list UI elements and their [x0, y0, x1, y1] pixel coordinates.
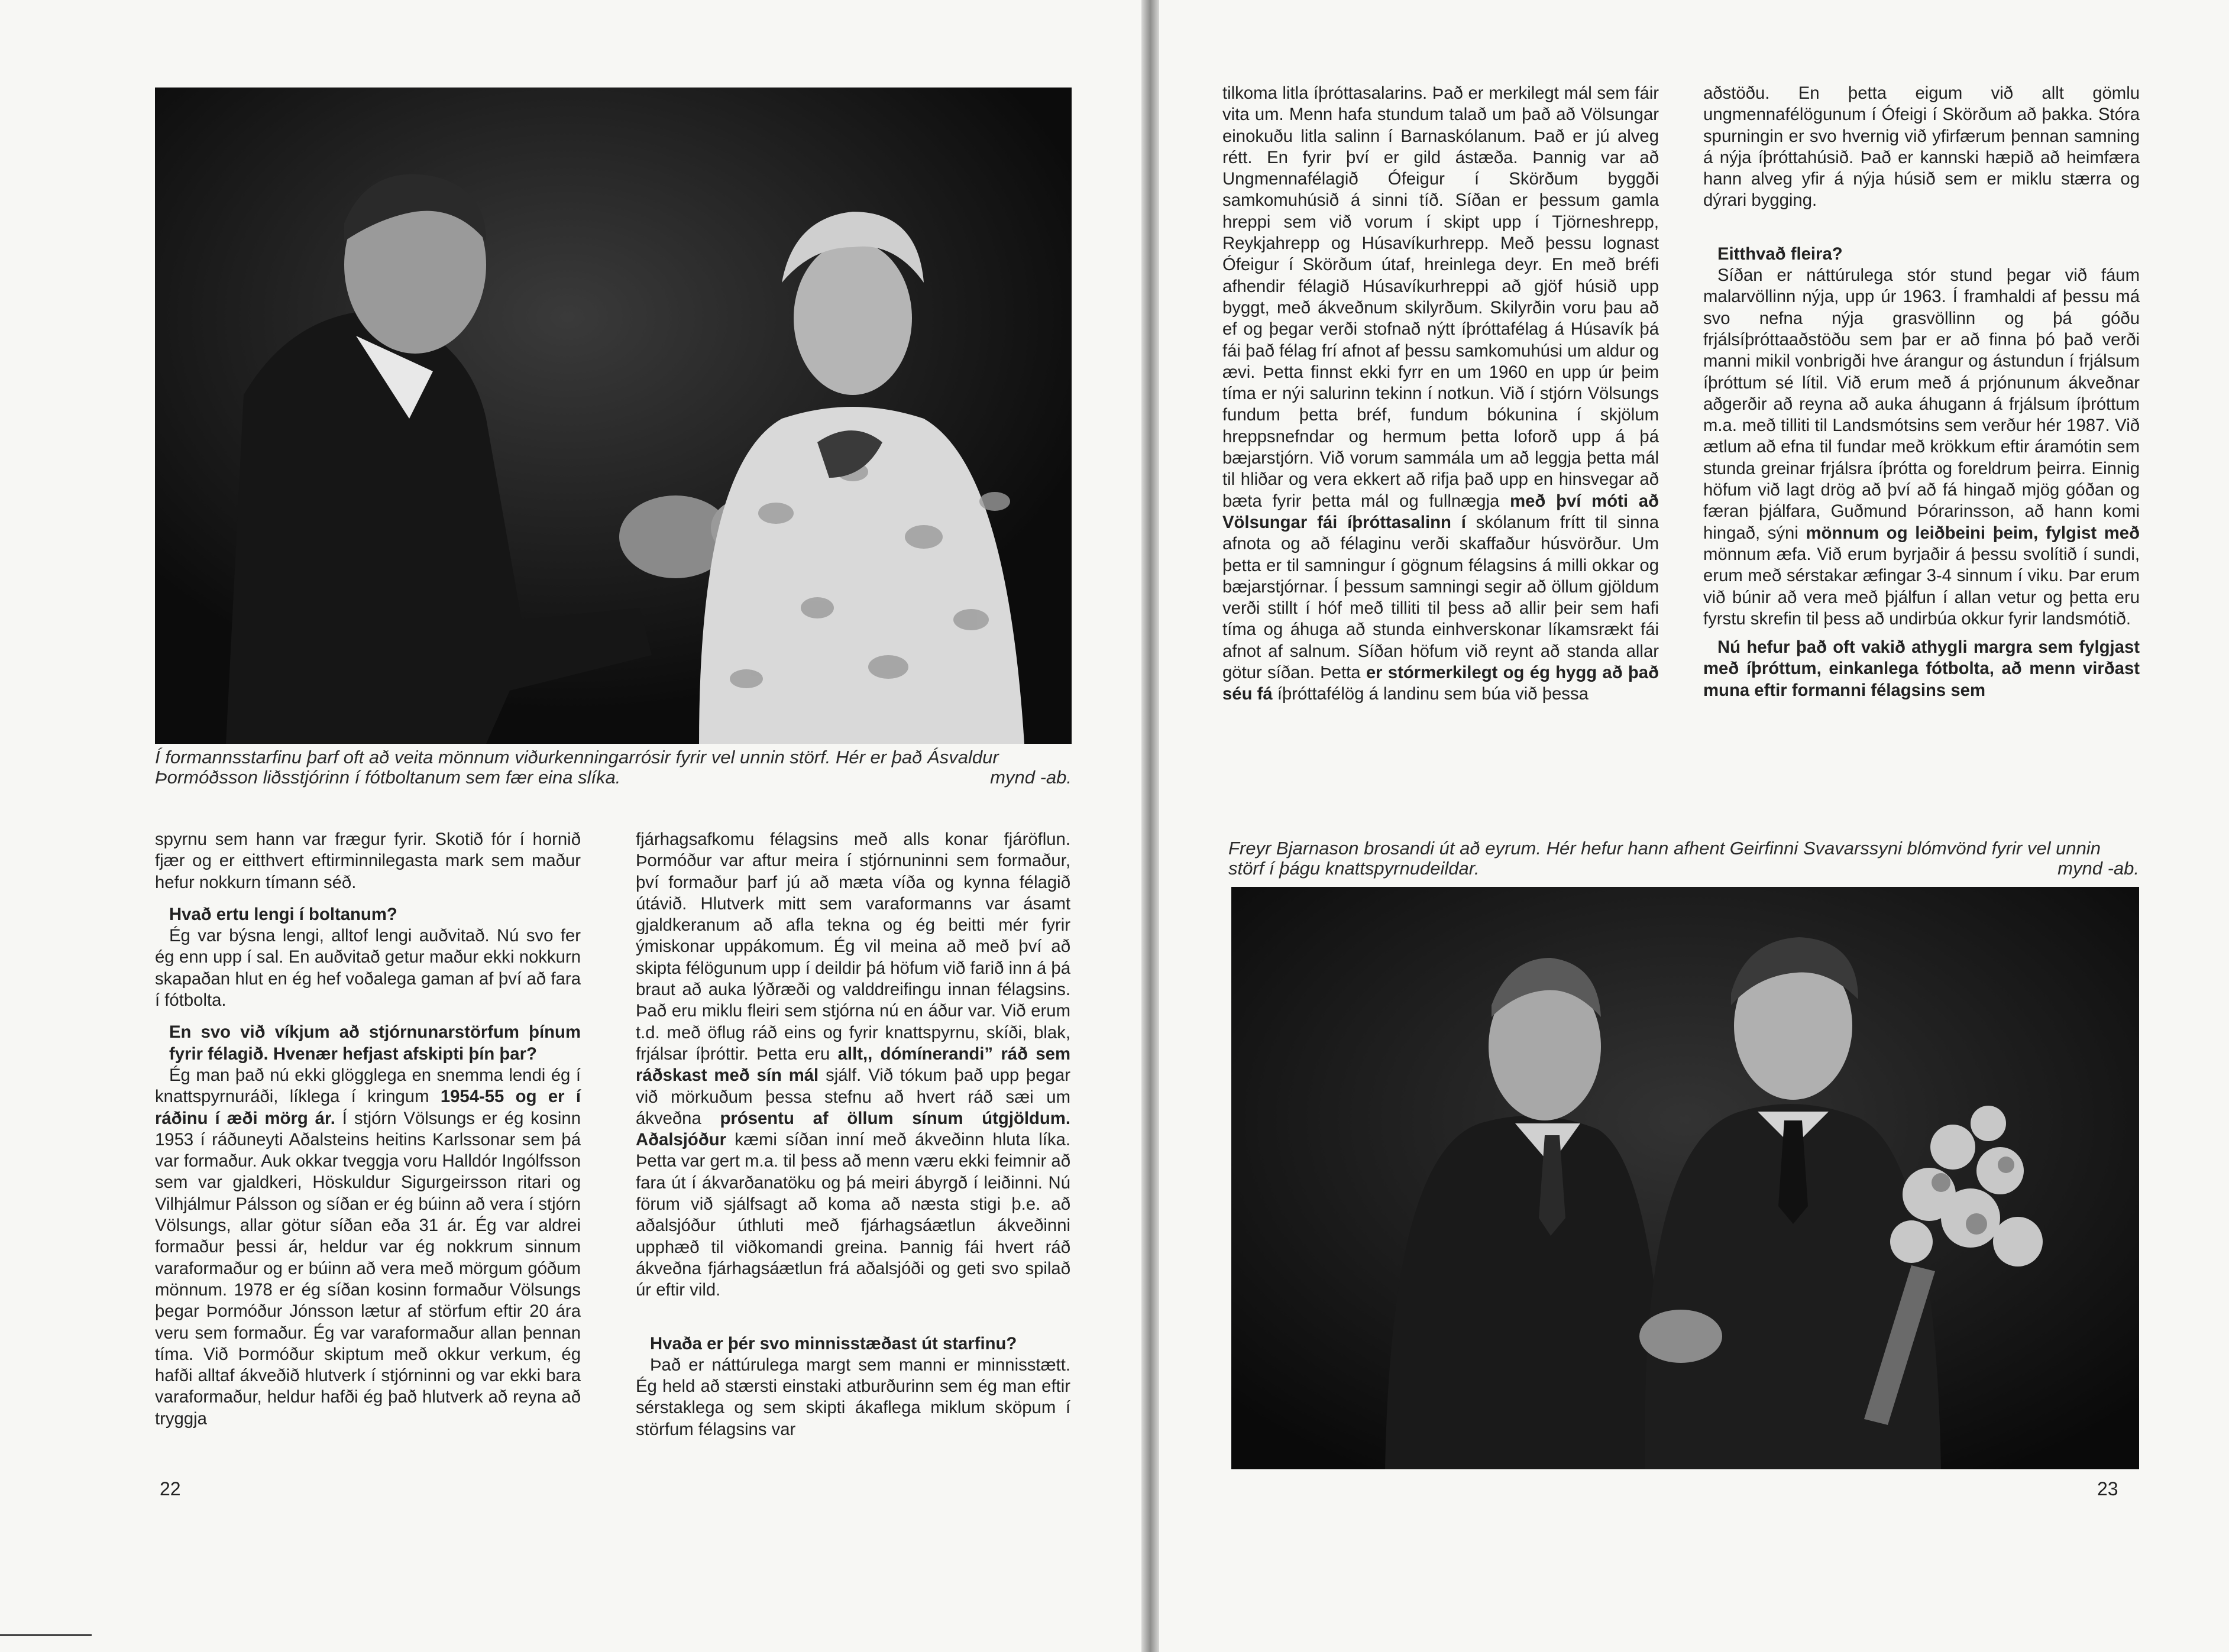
- photo-award-ceremony-icon: [155, 88, 1072, 744]
- bold-text-run: allt,, dómínerandi” ráð sem ráðskast með sín mál: [636, 1044, 1070, 1086]
- text-run: Ég man það nú ekki glögglega en snemma lendi ég í knattspyrnuráði, líklega í kringum: [155, 1065, 581, 1107]
- paragraph: Ég var býsna lengi, alltof lengi auðvitað. Nú svo fer ég enn upp í sal. En auðvitað getur maður ekki nokkurn skapaðan hlut en ég hef voðalega gaman af því að fara í fótbolta.: [155, 926, 581, 1010]
- left-column-2: [636, 829, 1070, 1440]
- photo-caption: [1228, 838, 2139, 879]
- paragraph: [1703, 265, 2140, 630]
- bold-text-run: með því móti að Völsungar fái íþróttasalinn í: [1222, 491, 1659, 532]
- left-column-1: [155, 829, 581, 1430]
- bold-text-run: mönnum og leiðbeini þeim, fylgist með: [1806, 523, 2140, 543]
- spine-gutter: [1141, 0, 1159, 1652]
- photo-credit: mynd -ab.: [2057, 858, 2139, 879]
- text-run: íþróttafélög á landinu sem búa við þessa: [1272, 684, 1589, 704]
- text-run: Í stjórn Völsungs er ég kosinn 1953 í ráðuneyti Aðalsteins heitins Karlssonar sem þá var formaður. Auk okkar tveggja voru Halldór Ingólfsson sem var gjaldkeri, Höskuldur Sigurgeirsson ritari og Vilhjálmur Pálsson og síðan er ég búinn að vera í stjórn Völsungs, allar götur síðan eða 31 ár. Ég var aldrei formaður þessi ár, heldur var ég nokkrum sinnum varaformaður og er búinn að vera með mörgum góðum mönnum. 1978 er ég síðan kosinn formaður Völsungs þegar Þormóður Jónsson lætur af störfum eftir 20 ára veru sem formaður. Ég var varaformaður allan þennan tíma. Við Þormóður skiptum með okkur verkum, ég hafði alltaf ákveðið hlutverk í stjórninni og var ekki bara varaformaður, heldur hafði ég það hlutverk að reyna að tryggja: [155, 1108, 581, 1429]
- page-number: 23: [2097, 1478, 2118, 1499]
- paragraph: aðstöðu. En þetta eigum við allt gömlu ungmennafélögunum í Ófeigi í Skörðum að þakka. Stóra spurningin er svo hvernig við yfirfærum þennan samning á nýja íþróttahúsið. Það er kannski hæpið að heimfæra hann alveg yfir á nýja húsið sem er miklu stærra og dýrari bygging.: [1703, 83, 2140, 210]
- photo-caption: [155, 747, 1072, 788]
- text-run: sjálf. Við tókum það upp þegar við mörkuðum þessa stefnu að hvert ráð sæi um ákveðna: [636, 1065, 1070, 1128]
- page-number: 22: [160, 1478, 181, 1499]
- caption-text: Í formannsstarfinu þarf oft að veita mönnum viðurkenningarrósir fyrir vel unnin störf. Hér er það Ásvaldur Þormóðsson liðsstjórinn í fótboltanum sem fær eina slíka.: [155, 747, 999, 788]
- question-heading-paragraph: [1703, 637, 2140, 701]
- bold-text-run: er stórmerkilegt og ég hygg að það séu fá: [1222, 663, 1659, 704]
- paragraph: spyrnu sem hann var frægur fyrir. Skotið fór í hornið fjær og er eitthvert eftirminnilegasta mark sem maður hefur nokkurn tímann séð.: [155, 830, 581, 892]
- text-run: skólanum frítt til sinna afnota og að félaginu verði skaffaður húsvörður. Um þetta er til samningur í gögnum félagsins á milli okkar og bæjarstjórnar. Í þessum samningi segir að öllum gjöldum verði stillt í hóf með tilliti til þess að allir þeir sem hafi tíma og áhuga að stunda einhverskonar líkamsrækt fái afnot af salnum. Síðan höfum við reynt að standa allar götur síðan. Þetta: [1222, 512, 1659, 683]
- footer-rule: [0, 1634, 92, 1636]
- question-heading: Eitthvað fleira?: [1717, 244, 1843, 264]
- photo-credit: mynd -ab.: [990, 767, 1072, 788]
- text-run: Síðan er náttúrulega stór stund þegar við fáum malarvöllinn nýja, upp úr 1963. Í framhaldi af þessu má svo nefna nýja grasvöllinn og þá góðu frjálsíþróttaaðstöðu sem þar er að finna þó það verði manni mikil vonbrigði hve árangur og ástundun í frjálsum íþróttum sé lítil. Við erum með á prjónunum ákveðnar aðgerðir að reyna að auka áhugann á frjálsum íþróttum m.a. með tilliti til Landsmótsins sem verður hér 1987. Við ætlum að efna til fundar með krökkum eftir áramótin sem stunda greinar frjálsra íþrótta og foreldrum þeirra. Einnig höfum við lagt drög að því að fá hingað mjög góðan og færan þjálfara, Guðmund Þórarinsson, að hann komi hingað, sýni: [1703, 265, 2140, 543]
- question-heading: En svo við víkjum að stjórnunarstörfum þínum fyrir félagið. Hvenær hefjast afskipti þín þar?: [169, 1022, 581, 1064]
- bold-text-run: Nú hefur það oft vakið athygli margra sem fylgjast með íþróttum, einkanlega fótbolta, að menn virðast muna eftir formanni félagsins sem: [1703, 637, 2140, 700]
- bold-text-run: prósentu af öllum sínum útgjöldum. Aðalsjóður: [636, 1108, 1070, 1150]
- text-run: mönnum æfa. Við erum byrjaðir á þessu svolítið í sundi, erum með sérstakar æfingar 3-4 sinnum í viku. Þar erum við búnir að vera með þjálfun í allan vetur og þetta eru fyrstu skrefin til þess að undirbúa okkur fyrir landsmótið.: [1703, 544, 2140, 629]
- paragraph: [1222, 83, 1659, 705]
- text-run: fjárhagsafkomu félagsins með alls konar fjáröflun. Þormóður var aftur meira í stjórnuninni sem formaður, því formaður þarf jú að mæta víða og kynna félagið útávið. Hlutverk mitt sem varaformanns var ásamt gjaldkeranum að afla tekna og ég beitti mér fyrir ýmiskonar uppákomum. Ég vil meina að með því að skipta félögunum upp í deildir þá höfum við farið inn á þá braut að auka lýðræði og valddreifingu innan félagsins. Það eru miklu fleiri sem stjórna nú en áður var. Við erum t.d. með öflug ráð eins og fyrir knattspyrnu, skíði, blak, frjálsar íþróttir. Þetta eru: [636, 830, 1070, 1064]
- paragraph: Það er náttúrulega margt sem manni er minnisstætt. Ég held að stærsti einstaki atburðurinn sem ég man eftir sérstaklega og sem skipti ákaflega miklum sköpum í störfum félagsins var: [636, 1355, 1070, 1439]
- caption-text: Freyr Bjarnason brosandi út að eyrum. Hér hefur hann afhent Geirfinni Svavarssyni blómvönd fyrir vel unnin störf í þágu knattspyrnudeildar.: [1228, 838, 2101, 879]
- question-heading: Hvaða er þér svo minnisstæðast út starfinu?: [650, 1333, 1017, 1353]
- text-run: tilkoma litla íþróttasalarins. Það er merkilegt mál sem fáir vita um. Menn hafa stundum talað um það að Völsungar einokuðu litla salinn í Barnaskólanum. Það er jú alveg rétt. En fyrir því er gild ástæða. Þannig var að Ungmennafélagið Ófeigur í Skörðum byggði samkomuhúsið á sinni tíð. Síðan er þessum gamla hreppi sem við vorum í skipt upp í Tjörneshrepp, Reykjahrepp og Húsavíkurhrepp. Með þessu lognast Ófeigur í Skörðum útaf, hreinlega deyr. En með bréfi afhendir félagið Húsavíkurhreppi að gjöf húsið upp byggt, með ákveðnum skilyrðum. Skilyrðin voru þau að ef og þegar verði stofnað nýtt íþróttafélag á Húsavík þá fái það félag frí afnot af þessu samkomuhúsi um aldur og ævi. Þetta finnst ekki fyrr en um 1960 en upp úr þeim tíma er nýi salurinn tekinn í notkun. Við í stjórn Völsungs fundum þetta bréf, fundum bókunina í skjölum hreppsnefndar og hermum þetta loforð upp á þá bæjarstjórn. Við vorum sammála um að leggja þetta mál til hliðar og vera ekkert að rifja það upp en hinsvegar að bæta fyrir þetta mál og fullnægja: [1222, 83, 1659, 511]
- paragraph: [636, 829, 1070, 1301]
- question-heading: Hvað ertu lengi í boltanum?: [169, 904, 397, 924]
- right-column-1: [1222, 83, 1659, 705]
- text-run: kæmi síðan inní með ákveðinn hluta líka. Þetta var gert m.a. til þess að menn væru ekki feimnir að fara út í ákvarðanatöku og þá meiri ábyrgð í leiðinni. Nú förum við sjálfsagt að koma að næsta stigi þ.e. að aðalsjóður úthluti með fjárhagsáætlun ákveðinni upphæð til viðkomandi greina. Þannig fái hvert ráð ákveðna fjárhagsáætlun frá aðalsjóði og geti svo spilað úr eftir vild.: [636, 1130, 1070, 1300]
- photo-bouquet-handshake: [1231, 887, 2139, 1469]
- paragraph: [155, 1065, 581, 1430]
- right-page: [1159, 0, 2229, 1652]
- right-column-2: [1703, 83, 2140, 701]
- photo-award-ceremony: [155, 88, 1072, 744]
- photo-bouquet-handshake-icon: [1231, 887, 2139, 1469]
- bold-text-run: 1954-55 og er í ráðinu í æði mörg ár.: [155, 1087, 581, 1128]
